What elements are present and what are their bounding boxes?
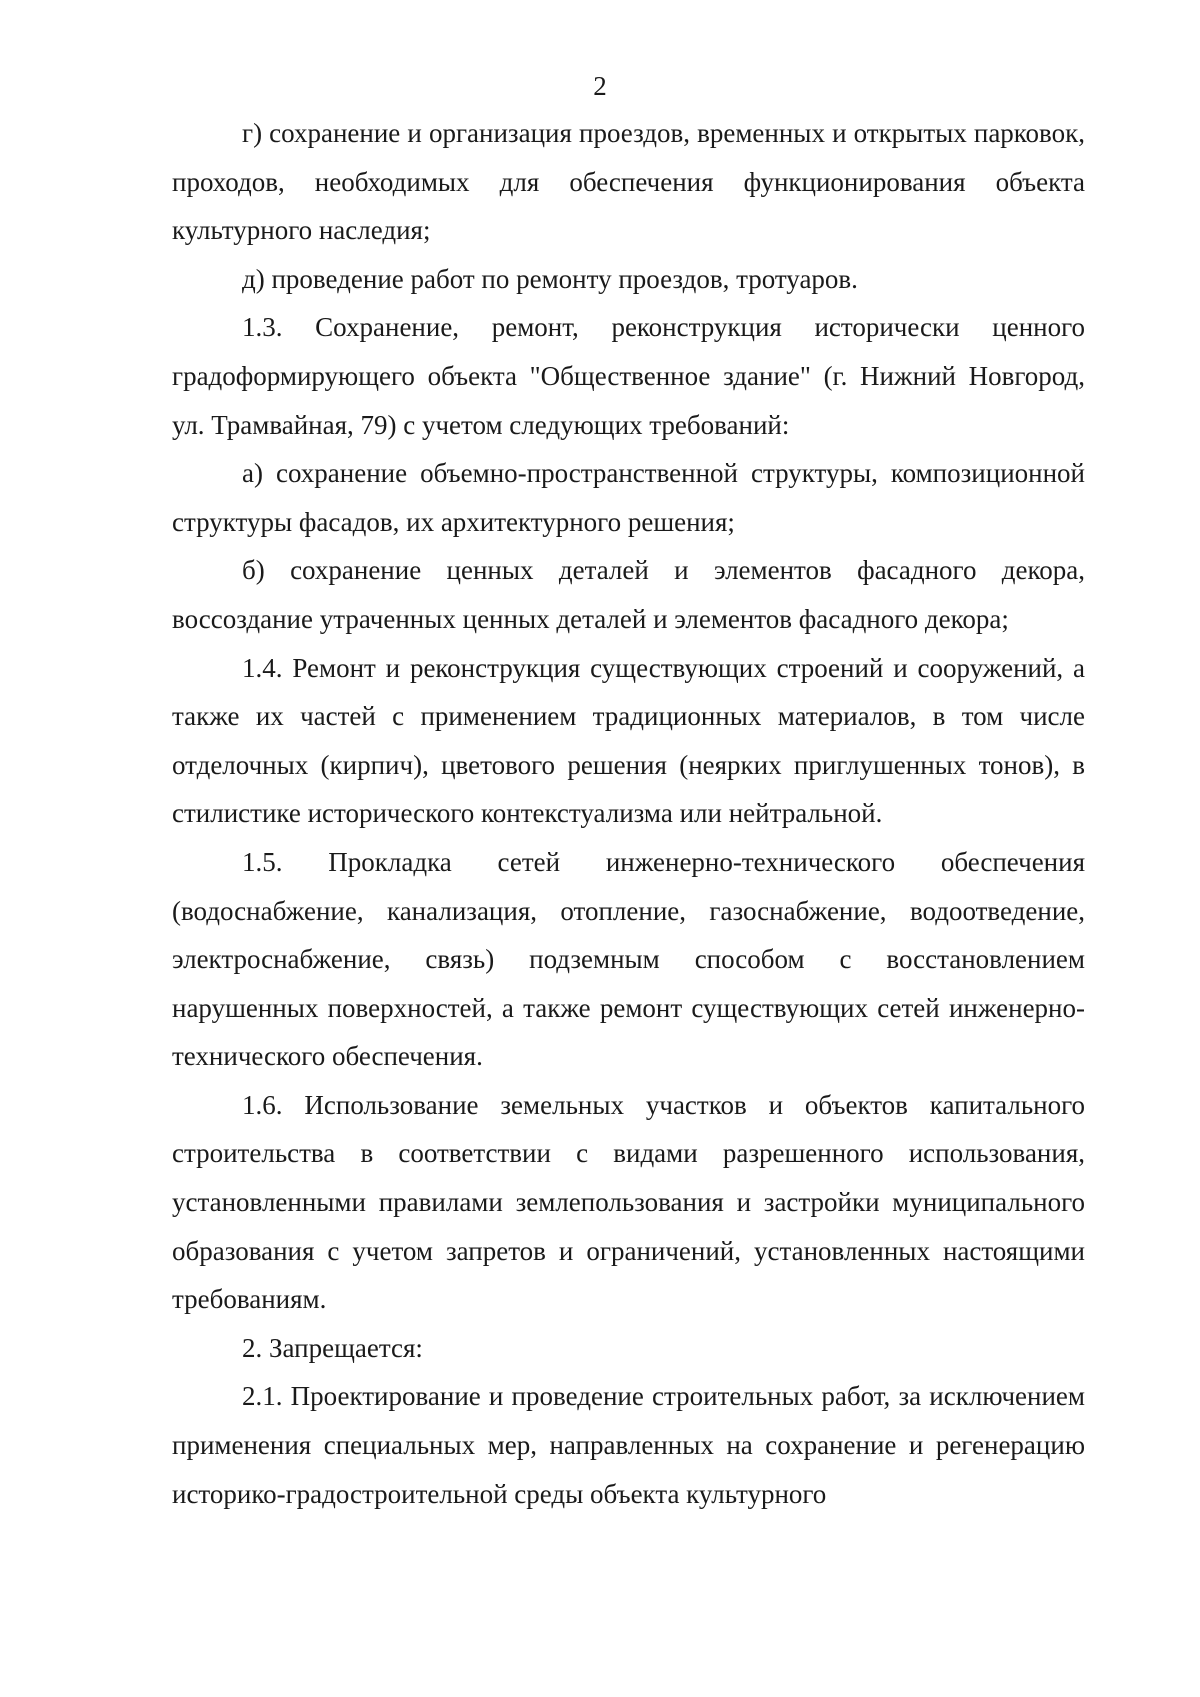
paragraph-b: б) сохранение ценных деталей и элементов фасадного декора, воссоздание утраченных ценных деталей и элементов фасадного декора; <box>172 555 1085 634</box>
paragraph-1-6: 1.6. Использование земельных участков и объектов капитального строительства в соответствии с видами разрешенного использования, установленными правилами землепользования и застройки муниципального образования с учетом запретов и ограничений, установленных настоящими требованиям. <box>172 1089 1085 1315</box>
page-body <box>172 109 1085 1518</box>
paragraph-1-3: 1.3. Сохранение, ремонт, реконструкция исторически ценного градоформирующего объекта "Общественное здание" (г. Нижний Новгород, ул. Трамвайная, 79) с учетом следующих требований: <box>172 312 1085 440</box>
paragraph-2-1: 2.1. Проектирование и проведение строительных работ, за исключением применения специальных мер, направленных на сохранение и регенерацию историко-градостроительной среды объекта культурного <box>172 1381 1085 1509</box>
paragraph-2: 2. Запрещается: <box>242 1332 423 1363</box>
paragraph-a: а) сохранение объемно-пространственной структуры, композиционной структуры фасадов, их архитектурного решения; <box>172 458 1085 537</box>
paragraph-d: д) проведение работ по ремонту проездов, тротуаров. <box>242 263 858 294</box>
paragraph-1-5: 1.5. Прокладка сетей инженерно-технического обеспечения (водоснабжение, канализация, отопление, газоснабжение, водоотведение, электроснабжение, связь) подземным способом с восстановлением нарушенных поверхностей, а также ремонт существующих сетей инженерно-технического обеспечения. <box>172 846 1085 1072</box>
page-number: 2 <box>593 71 607 101</box>
paragraph-1-4: 1.4. Ремонт и реконструкция существующих строений и сооружений, а также их частей с применением традиционных материалов, в том числе отделочных (кирпич), цветового решения (неярких приглушенных тонов), в стилистике исторического контекстуализма или нейтральной. <box>172 652 1085 829</box>
paragraph-g: г) сохранение и организация проездов, временных и открытых парковок, проходов, необходимых для обеспечения функционирования объекта культурного наследия; <box>172 118 1085 246</box>
